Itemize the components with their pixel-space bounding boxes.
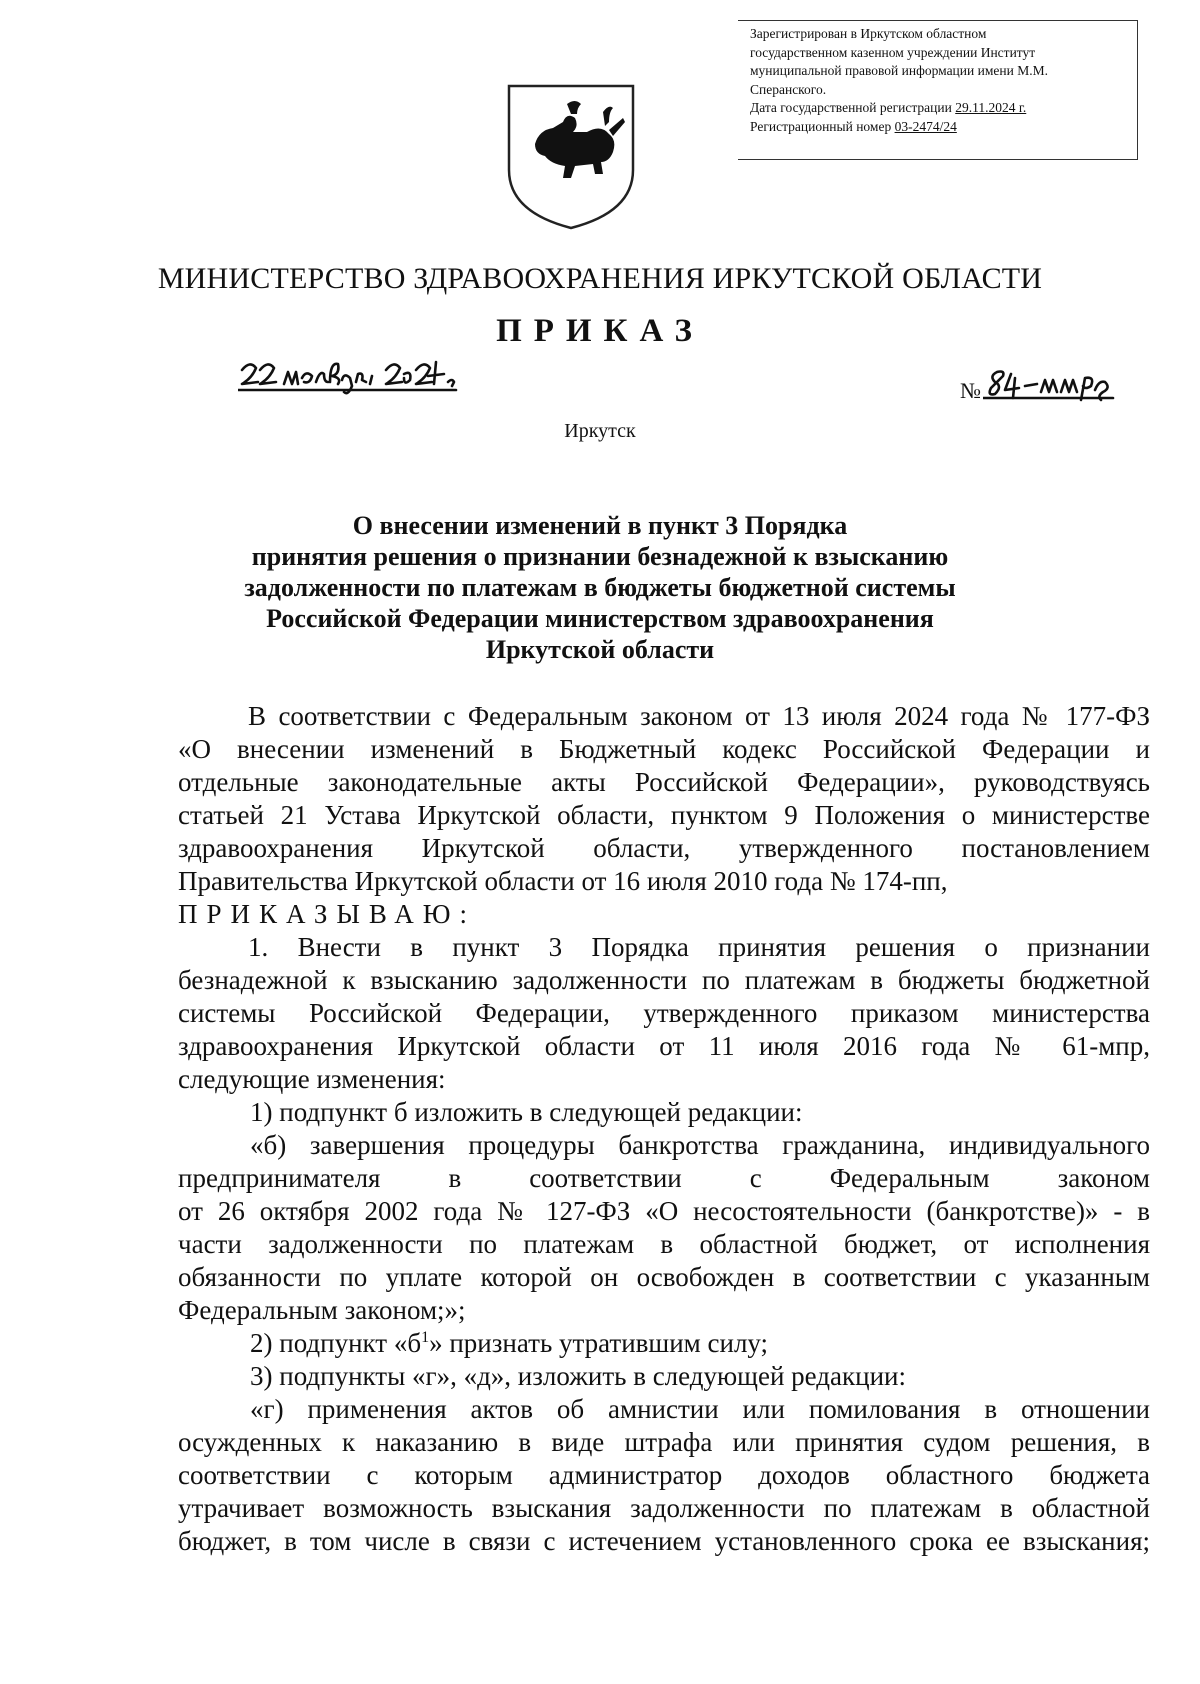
- ministry-name: МИНИСТЕРСТВО ЗДРАВООХРАНЕНИЯ ИРКУТСКОЙ ОБЛАСТИ: [157, 262, 1043, 295]
- body-line: Правительства Иркутской области от 16 июля 2010 года № 174-пп,: [178, 866, 948, 896]
- body-line: части задолженности по платежам в областной бюджет, от исполнения: [178, 1229, 1150, 1259]
- document-title: [180, 510, 1020, 665]
- body-line: «О внесении изменений в Бюджетный кодекс Российской Федерации и: [178, 734, 1150, 764]
- superscript: 1: [421, 1329, 430, 1346]
- handwritten-date: [238, 356, 483, 398]
- title-line: Иркутской области: [485, 635, 715, 664]
- body-line: следующие изменения:: [178, 1064, 446, 1094]
- body-line: 1) подпункт б изложить в следующей редакции:: [250, 1097, 803, 1127]
- title-line: Российской Федерации министерством здравоохранения: [266, 604, 934, 633]
- title-line: О внесении изменений в пункт 3 Порядка: [352, 511, 848, 540]
- document-body: [178, 700, 1150, 1558]
- stamp-reg-value: 03-2474/24: [894, 118, 957, 134]
- body-line: соответствии с которым администратор доходов областного бюджета: [178, 1460, 1150, 1490]
- body-line: «г) применения актов об амнистии или помилования в отношении: [250, 1394, 1150, 1424]
- body-line: системы Российской Федерации, утвержденного приказом министерства: [178, 998, 1150, 1028]
- stamp-date-value: 29.11.2024 г.: [955, 100, 1027, 115]
- body-line: утрачивает возможность взыскания задолженности по платежам в областной: [178, 1493, 1150, 1523]
- body-line: здравоохранения Иркутской области от 11 июля 2016 года № 61-мпр,: [178, 1031, 1150, 1061]
- body-line: Федеральным законом;»;: [178, 1295, 466, 1325]
- city-name: Иркутск: [564, 420, 636, 442]
- number-prefix: №: [960, 378, 981, 403]
- document-type: ПРИКАЗ: [496, 313, 704, 349]
- body-line: обязанности по уплате которой он освобожден в соответствии с указанным: [178, 1262, 1150, 1292]
- stamp-reg-label: Регистрационный номер: [750, 118, 895, 134]
- title-line: принятия решения о признании безнадежной к взысканию: [251, 542, 949, 571]
- body-line: статьей 21 Устава Иркутской области, пунктом 9 Положения о министерстве: [178, 800, 1150, 830]
- order-word: ПРИКАЗЫВАЮ:: [178, 899, 476, 929]
- stamp-date-line: [750, 99, 1137, 118]
- stamp-date-label: Дата государственной регистрации: [750, 100, 956, 115]
- stamp-line: Зарегистрирован в Иркутском областном: [750, 26, 987, 41]
- body-line: 3) подпункты «г», «д», изложить в следующей редакции:: [250, 1361, 906, 1391]
- body-line: здравоохранения Иркутской области, утвержденного постановлением: [178, 833, 1150, 863]
- title-line: задолженности по платежам в бюджеты бюджетной системы: [244, 573, 956, 602]
- document-number: [960, 366, 1118, 404]
- body-line: бюджет, в том числе в связи с истечением установленного срока ее взыскания;: [178, 1526, 1150, 1556]
- body-line: «б) завершения процедуры банкротства гражданина, индивидуального: [250, 1130, 1150, 1160]
- subitem-2-text: 2) подпункт «б: [250, 1328, 422, 1358]
- body-line: [178, 1327, 1150, 1360]
- stamp-line: Сперанского.: [750, 81, 827, 97]
- body-line: отдельные законодательные акты Российской Федерации», руководствуясь: [178, 767, 1150, 797]
- body-line: осужденных к наказанию в виде штрафа или принятия судом решения, в: [178, 1427, 1150, 1457]
- stamp-line: государственном казенном учреждении Институт: [750, 44, 1036, 60]
- body-line: от 26 октября 2002 года № 127-ФЗ «О несостоятельности (банкротстве)» - в: [178, 1196, 1150, 1226]
- coat-of-arms-icon: [505, 82, 637, 232]
- body-line: В соответствии с Федеральным законом от 13 июля 2024 года № 177-ФЗ: [248, 701, 1150, 731]
- registration-stamp: [738, 20, 1138, 160]
- body-line: 1. Внести в пункт 3 Порядка принятия решения о признании: [248, 932, 1150, 962]
- body-line: безнадежной к взысканию задолженности по платежам в бюджеты бюджетной: [178, 965, 1150, 995]
- handwritten-number: [983, 366, 1118, 404]
- stamp-reg-line: [750, 118, 1137, 137]
- stamp-line: муниципальной правовой информации имени М.М.: [750, 63, 1048, 78]
- subitem-2-text-end: » признать утратившим силу;: [429, 1328, 769, 1358]
- body-line: предпринимателя в соответствии с Федеральным законом: [178, 1163, 1150, 1193]
